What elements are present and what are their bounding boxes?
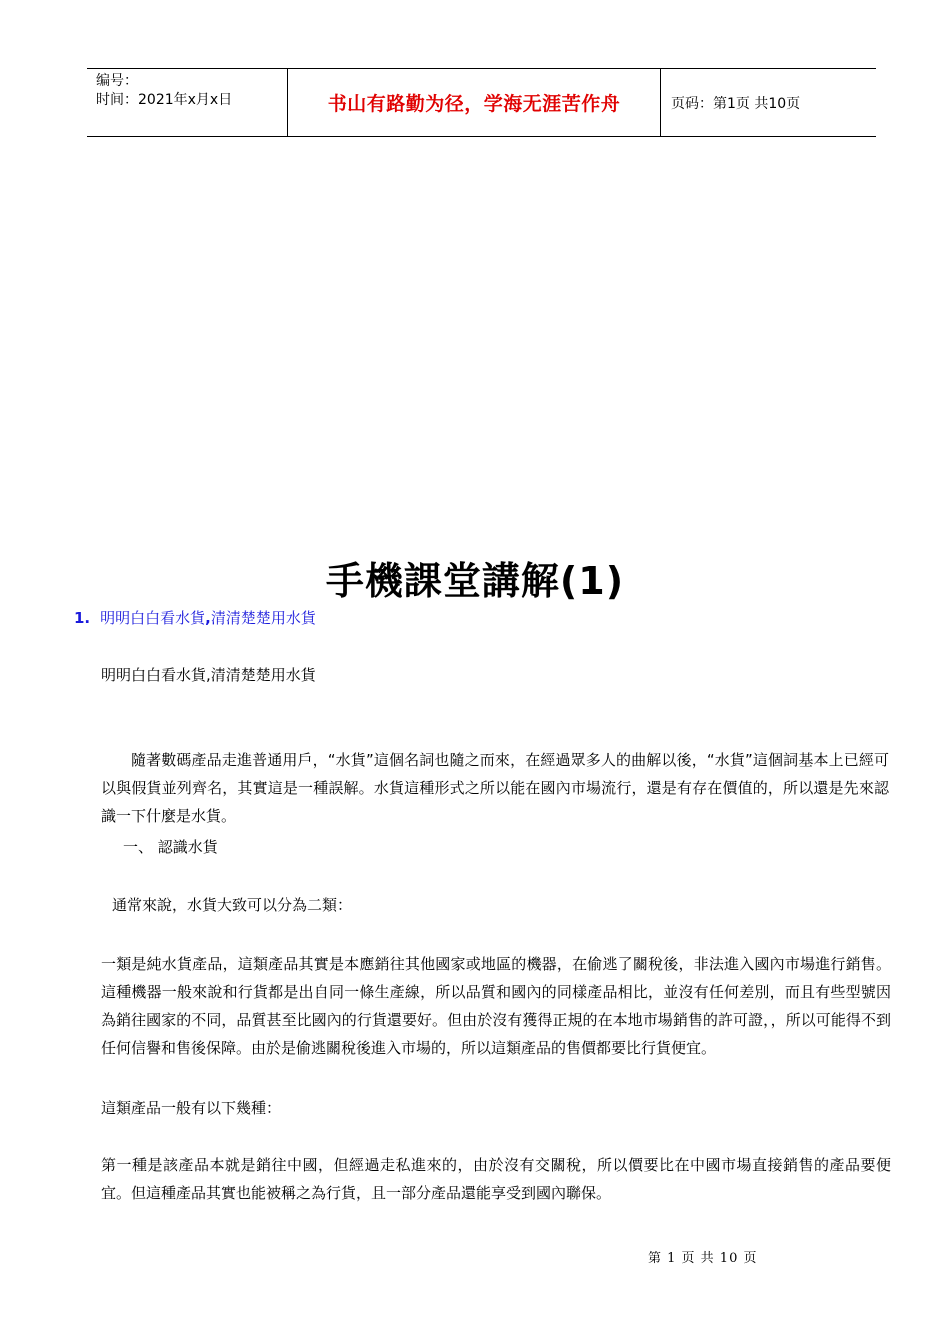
header-meta — [87, 69, 288, 136]
section-number: 1. — [74, 609, 91, 627]
header-page-cell — [661, 69, 876, 136]
number-label: 编号： — [96, 73, 138, 89]
paragraph-1: 明明白白看水貨,清清楚楚用水貨 — [101, 666, 316, 684]
paragraph-7: 第一種是該產品本就是銷往中國，但經過走私進來的，由於沒有交關稅，所以價要比在中國市場直接銷售的產品要便宜。但這種產品其實也能被稱之為行貨，且一部分產品還能享受到國內聯保。 — [101, 1156, 891, 1202]
header-motto-cell — [288, 69, 661, 136]
section-heading — [74, 607, 316, 628]
paragraph-4: 通常來說，水貨大致可以分為二類： — [112, 896, 353, 914]
paragraph-2: 隨著數碼產品走進普通用戶，“水貨”這個名詞也隨之而來，在經過眾多人的曲解以後，“水貨”這個詞基本上已經可以與假貨並列齊名，其實這是一種誤解。水貨這種形式之所以能在國內市場流行，還是有存在價值的，所以還是先來認識一下什麼是水貨。 — [101, 751, 889, 825]
section-comma: , — [205, 609, 211, 627]
paragraph-5: 一類是純水貨產品，這類產品其實是本應銷往其他國家或地區的機器，在偷逃了關稅後，非法進入國內市場進行銷售。 這種機器一般來說和行貨都是出自同一條生產線，所以品質和國內的同樣產品相比，並沒有任何差別，而且有些型號因為銷往國家的不同，品質甚至比國內的行貨還要好。但由於沒有獲得正規的在本地市場銷售的許可證，，所以可能得不到任何信譽和售後保障。由於是偷逃關稅後進入市場的，所以這類產品的售價都要比行貨便宜。 — [101, 955, 891, 1057]
time-label: 时间：2021年x月x日 — [96, 92, 233, 108]
header-table — [87, 68, 876, 137]
page-label: 页码：第1页 共10页 — [671, 95, 801, 112]
page-footer: 第 1 页 共 10 页 — [648, 1251, 758, 1266]
paragraph-6: 這類產品一般有以下幾種： — [101, 1099, 282, 1117]
section-text-a: 明明白白看水貨 — [100, 609, 206, 627]
paragraph-3: 一、 認識水貨 — [123, 838, 218, 856]
document-title: 手機課堂講解(1) — [325, 559, 625, 603]
section-text-b: 清清楚楚用水貨 — [210, 609, 316, 627]
motto: 书山有路勤为径，学海无涯苦作舟 — [327, 93, 621, 115]
